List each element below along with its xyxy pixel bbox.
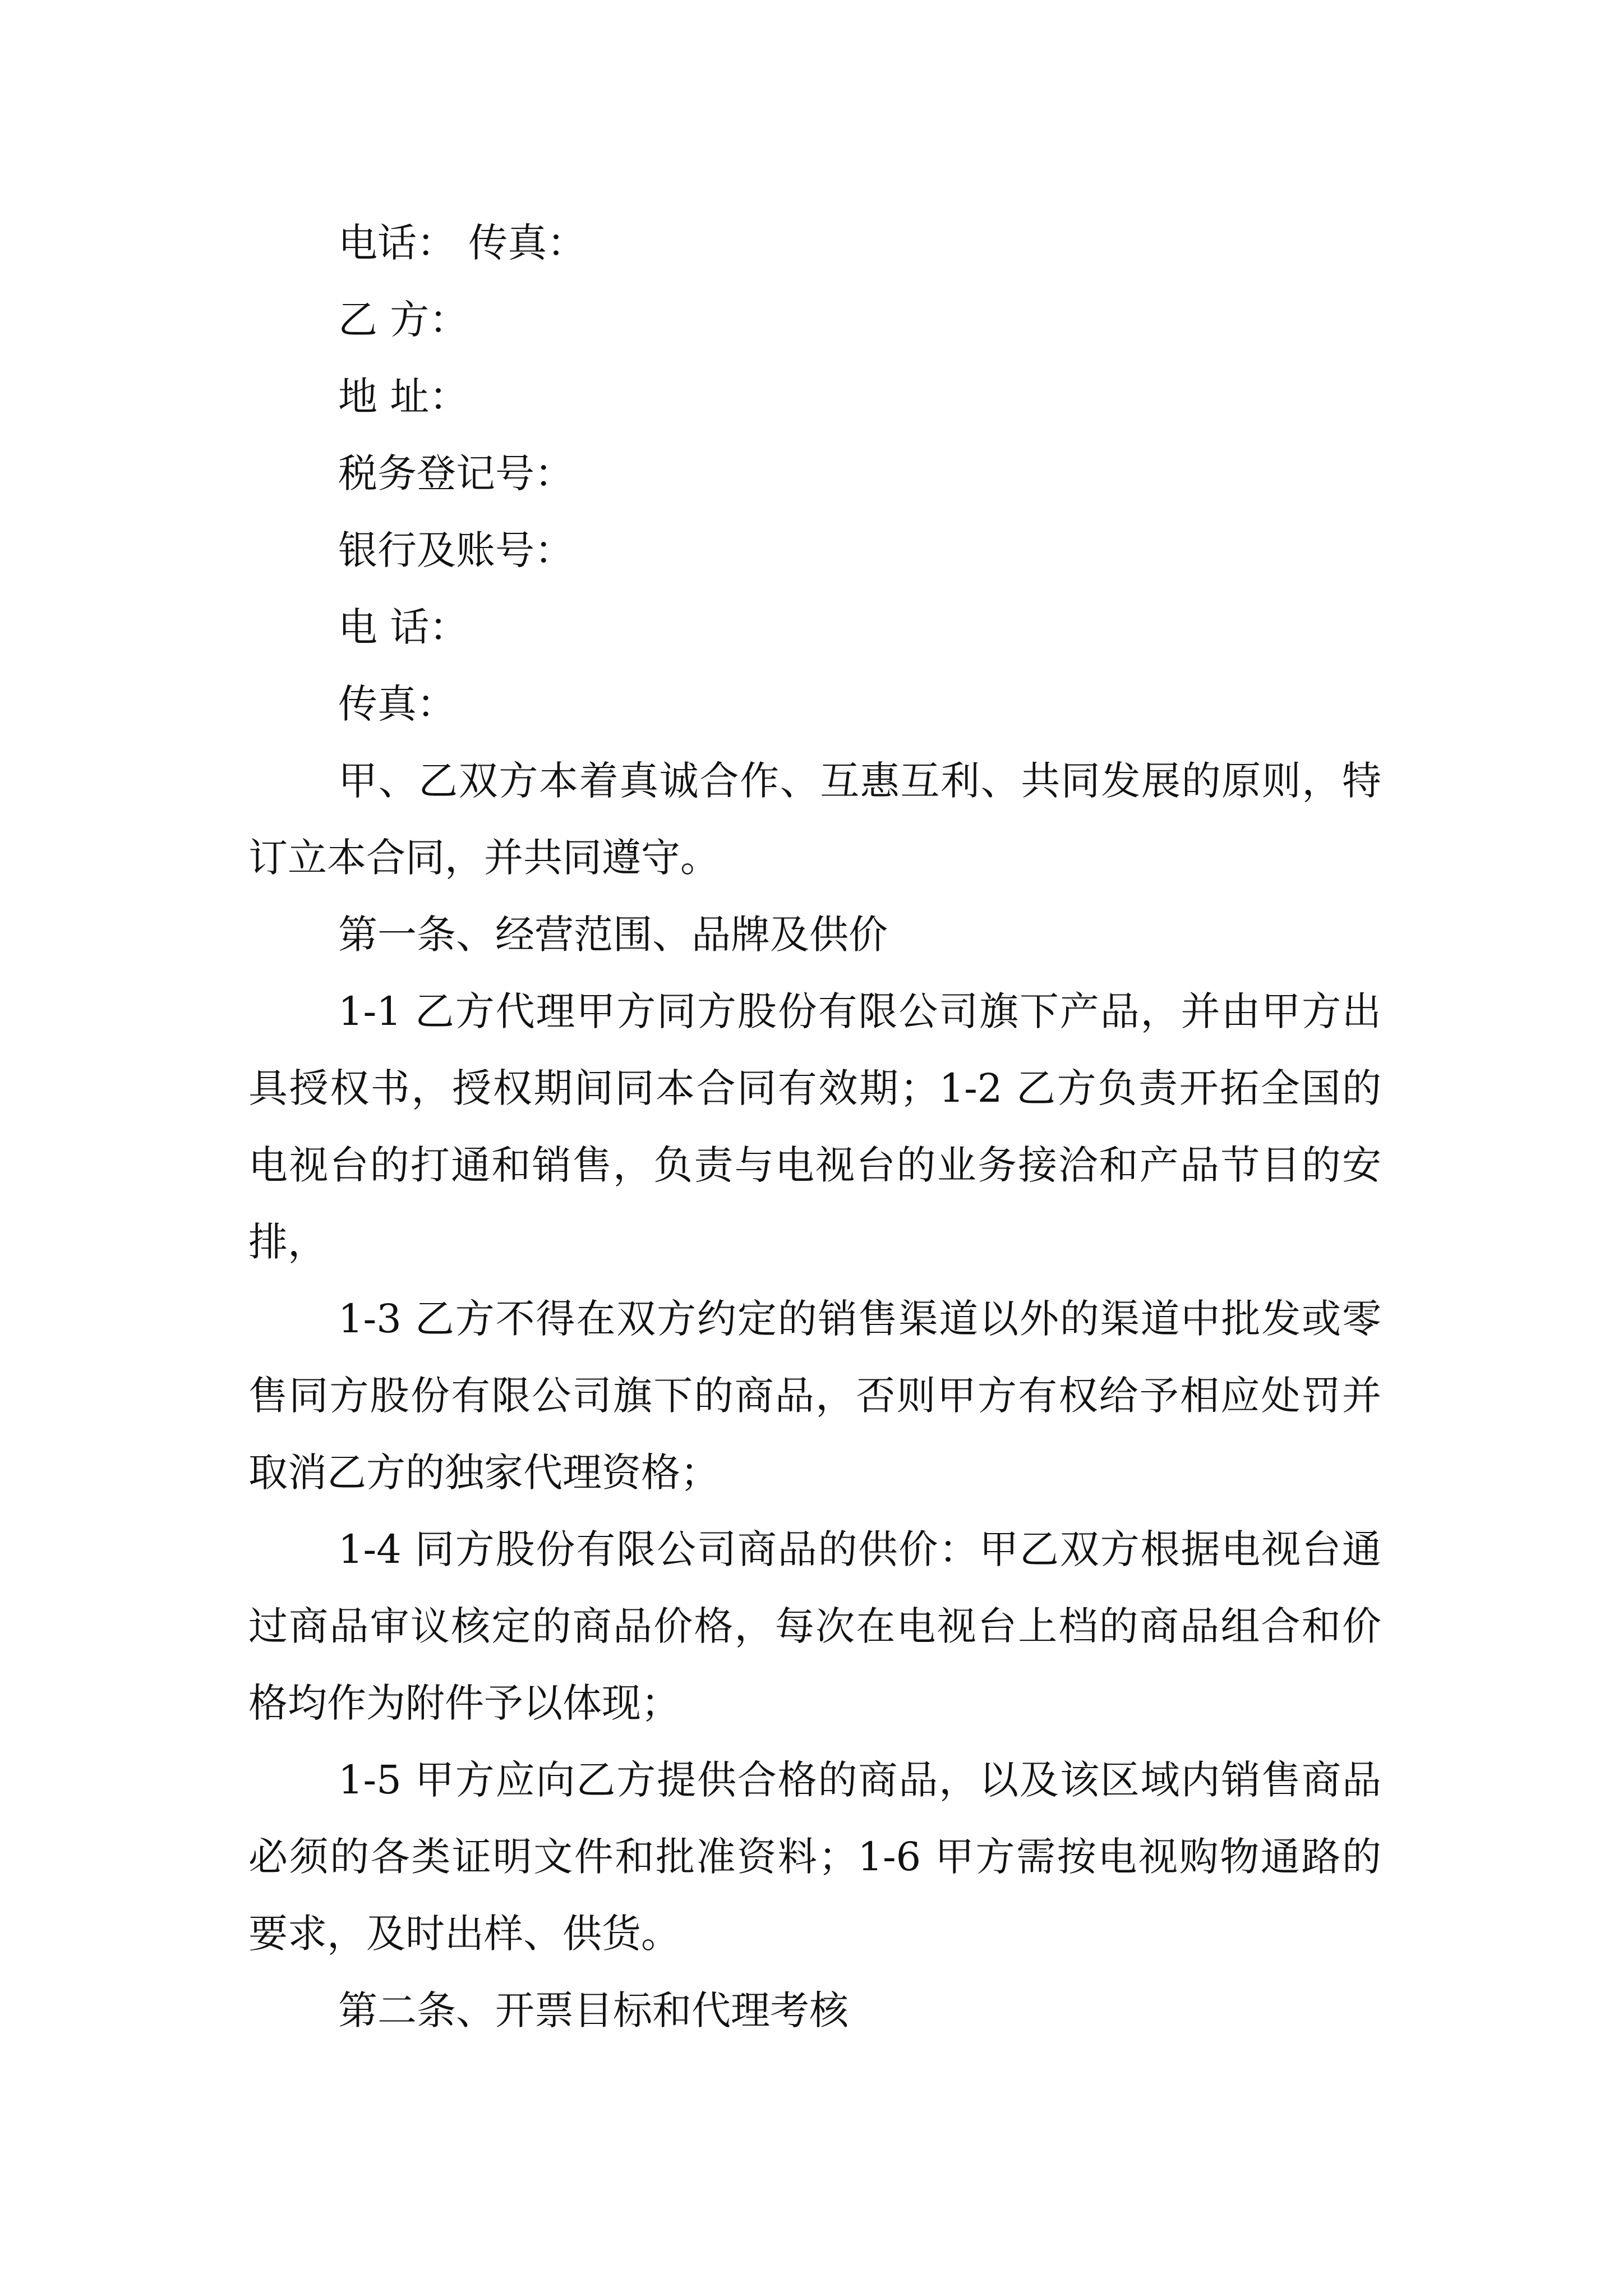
article-2-heading: 第二条、开票目标和代理考核 [338,1987,849,2033]
party-b-phone-line: 电 话： [338,604,469,650]
address-line: 地 址： [338,374,469,420]
document-body [248,205,1381,2049]
preamble-paragraph: 甲、乙双方本着真诚合作、互惠互利、共同发展的原则，特订立本合同，并共同遵守。 [248,758,1381,881]
tax-id-line: 税务登记号： [338,450,574,496]
article-1-heading: 第一条、经营范围、品牌及供价 [338,912,888,958]
party-a-phone-fax-line: 电话： 传真： [338,220,587,266]
clause-1-3-paragraph: 1-3 乙方不得在双方约定的销售渠道以外的渠道中批发或零售同方股份有限公司旗下的商品，否则甲方有权给予相应处罚并取消乙方的独家代理资格； [248,1296,1381,1496]
clause-1-1-paragraph: 1-1 乙方代理甲方同方股份有限公司旗下产品，并由甲方出具授权书，授权期间同本合同有效期；1-2 乙方负责开拓全国的电视台的打通和销售，负责与电视台的业务接洽和产品节目的安排， [248,988,1381,1265]
clause-1-4-paragraph: 1-4 同方股份有限公司商品的供价：甲乙双方根据电视台通过商品审议核定的商品价格，每次在电视台上档的商品组合和价格均作为附件予以体现； [248,1526,1381,1726]
party-b-line: 乙 方： [338,297,469,343]
party-b-fax-line: 传真： [338,681,456,727]
clause-1-5-paragraph: 1-5 甲方应向乙方提供合格的商品，以及该区域内销售商品必须的各类证明文件和批准资料；1-6 甲方需按电视购物通路的要求，及时出样、供货。 [248,1757,1381,1957]
bank-account-line: 银行及账号： [338,527,574,573]
